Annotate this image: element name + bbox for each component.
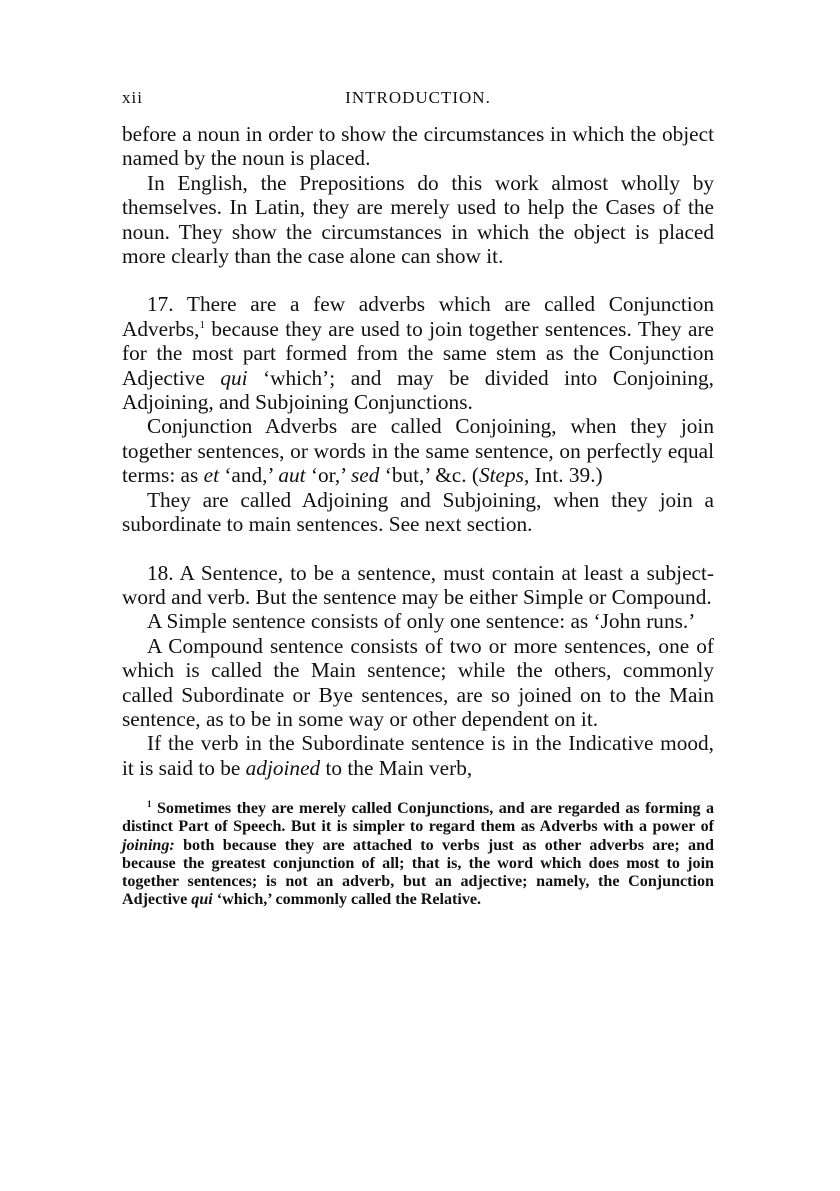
latin-word: aut [278,463,306,488]
emphasis-word: joining: [122,836,175,854]
emphasis-word: adjoined [245,755,321,780]
text-run: ‘but,’ &c. ( [379,463,479,488]
text-run: , Int. 39.) [523,463,603,488]
running-head [122,88,714,122]
text-run: both because they are attached to verbs just as other adverbs are; and because the greatest conjunction of all; that is, the word which does most to join together sentences; is not an adverb, but an adjective; namely, the Conjunction Adjective [122,836,714,909]
body-text [122,122,714,780]
footnotes [122,800,714,909]
page-number: xii [122,88,143,107]
footnote-marker: 1 [147,799,152,810]
latin-word: sed [351,463,380,488]
running-title: INTRODUCTION. [345,88,491,107]
section-17-paragraph-3: They are called Adjoining and Subjoining, when they join a subordinate to main sentences. See next section. [122,487,714,537]
text-run: 17. There are a few adverbs which are called Conjunction Adverbs, [122,292,714,341]
section-gap [122,268,714,292]
section-18-paragraph-2: A Simple sentence consists of only one sentence: as ‘John runs.’ [147,609,696,634]
book-page [122,88,714,909]
text-run: Sometimes they are merely called Conjunctions, and are regarded as forming a distinct Part of Speech. But it is simpler to regard them as Adverbs with a power of [122,800,714,836]
book-reference: Steps [478,463,524,488]
footnote-reference: 1 [199,318,205,331]
text-run: Conjunction Adverbs are called Conjoining, when they join together sentences, or words in the same sentence, on perfectly equal terms: as [122,414,714,488]
section-gap [122,537,714,561]
latin-word: et [203,463,219,488]
footnote [122,800,714,909]
section-18-paragraph-3: A Compound sentence consists of two or more sentences, one of which is called the Main sentence; while the others, commonly called Subordinate or Bye sentences, are so joined on to the Main sentence, as to be in some way or other dependent on it. [122,633,714,731]
text-run: ‘or,’ [305,463,352,488]
text-run: ‘which,’ commonly called the Relative. [212,891,482,909]
text-run: ‘which’; and may be divided into Conjoining, Adjoining, and Subjoining Conjunctions. [122,365,714,415]
text-run: because they are used to join together sentences. They are for the most part formed from the same stem as the Conjunction Adjective [122,316,714,390]
section-17-paragraph-2 [122,414,714,487]
section-18-paragraph-1: 18. A Sentence, to be a sentence, must contain at least a subject-word and verb. But the sentence may be either Simple or Compound. [122,560,714,609]
latin-word: qui [220,365,248,390]
section-18-paragraph-4 [122,731,714,780]
latin-word: qui [191,891,213,909]
text-run: ‘and,’ [219,463,279,488]
text-run: to the Main verb, [320,755,473,780]
section-17-paragraph-1 [122,292,714,414]
text-run: If the verb in the Subordinate sentence is in the Indicative mood, it is said to be [122,731,714,780]
paragraph-prepositions: In English, the Prepositions do this work almost wholly by themselves. In Latin, they are merely used to help the Cases of the noun. They show the circumstances in which the object is placed more clearly than the case alone can show it. [122,170,714,269]
paragraph-continuation: before a noun in order to show the circumstances in which the object named by the noun is placed. [122,122,714,171]
